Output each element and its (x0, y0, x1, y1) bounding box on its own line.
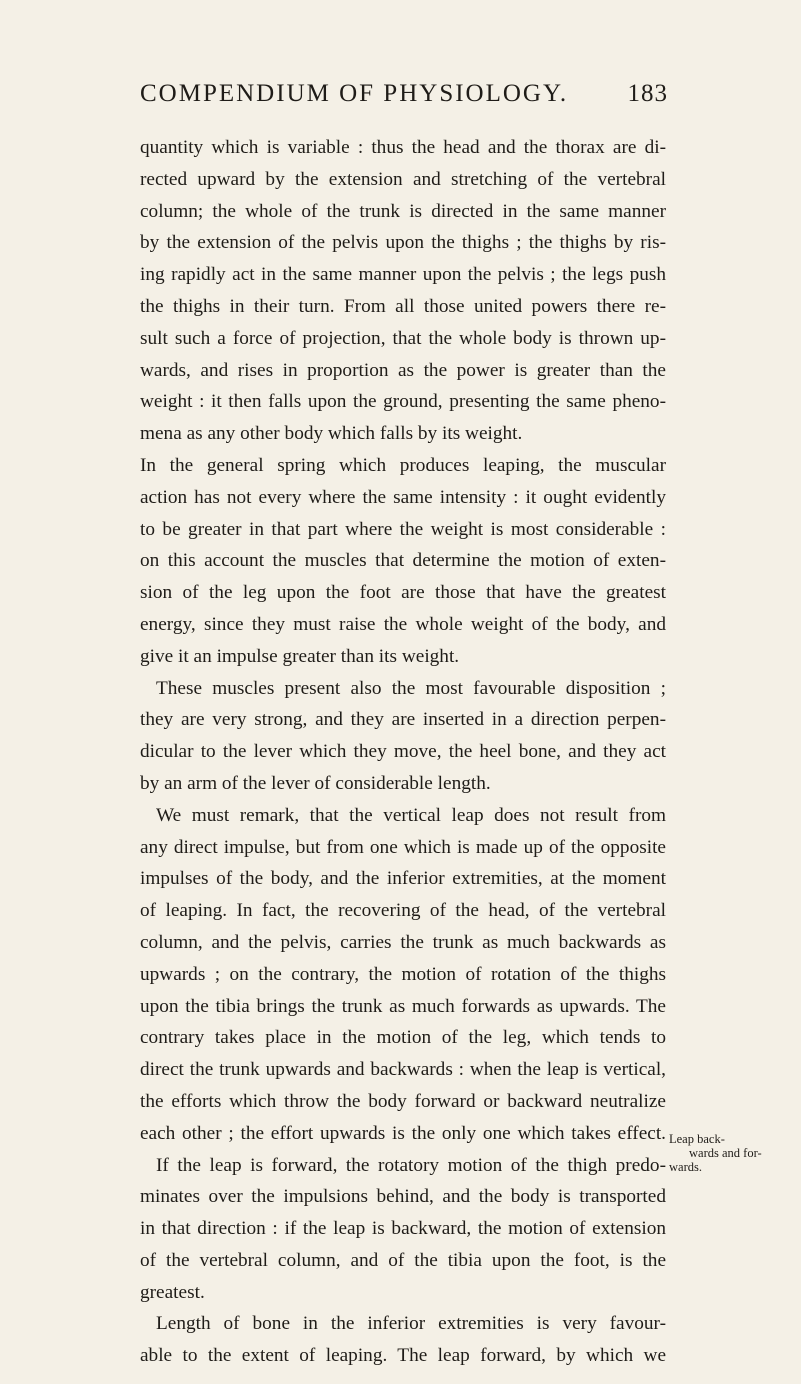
text-line: able to the extent of leaping. The leap forward, by which we (140, 1345, 666, 1367)
text-line: dicular to the lever which they move, the heel bone, and they act (140, 741, 666, 763)
text-line: rected upward by the extension and stretching of the vertebral (140, 168, 666, 190)
text-line: These muscles present also the most favourable disposition ; (156, 677, 666, 699)
text-line: quantity which is variable : thus the head and the thorax are di- (140, 137, 666, 158)
text-line: to be greater in that part where the weight is most considerable : (140, 518, 666, 540)
text-line: action has not every where the same intensity : it ought evidently (140, 486, 666, 508)
text-line: ing rapidly act in the same manner upon the pelvis ; the legs push (140, 264, 666, 286)
text-line: the thighs in their turn. From all those united powers there re- (140, 295, 666, 317)
margin-note-line: Leap back- (669, 1132, 725, 1146)
text-line: in that direction : if the leap is backward, the motion of extension (140, 1218, 666, 1240)
text-line: wards, and rises in proportion as the power is greater than the (140, 359, 666, 381)
text-line: In the general spring which produces leaping, the muscular (140, 454, 666, 476)
text-line: of leaping. In fact, the recovering of the head, of the vertebral (140, 900, 666, 922)
text-line: sion of the leg upon the foot are those that have the greatest (140, 582, 666, 604)
text-line: If the leap is forward, the rotatory motion of the thigh predo- (156, 1154, 666, 1176)
text-line: upon the tibia brings the trunk as much forwards as upwards. The (140, 995, 666, 1017)
text-line: column; the whole of the trunk is directed in the same manner (140, 200, 666, 222)
text-line: direct the trunk upwards and backwards : when the leap is vertical, (140, 1059, 666, 1081)
text-line: minates over the impulsions behind, and the body is transported (140, 1186, 666, 1208)
margin-note-line: wards and for- (689, 1146, 762, 1160)
text-line: upwards ; on the contrary, the motion of rotation of the thighs (140, 963, 666, 985)
page-number: 183 (627, 80, 668, 107)
text-line: column, and the pelvis, carries the trunk as much backwards as (140, 931, 666, 953)
text-line: any direct impulse, but from one which is made up of the opposite (140, 836, 666, 858)
text-line: contrary takes place in the motion of the leg, which tends to (140, 1027, 666, 1049)
running-title: COMPENDIUM OF PHYSIOLOGY. (140, 80, 569, 107)
text-line: greatest. (140, 1281, 205, 1303)
text-line: weight : it then falls upon the ground, presenting the same pheno- (140, 391, 666, 413)
text-line: mena as any other body which falls by its weight. (140, 423, 523, 445)
text-line: on this account the muscles that determine the motion of exten- (140, 550, 666, 572)
margin-note-line: wards. (669, 1160, 702, 1174)
margin-note (669, 1132, 769, 1174)
text-line: of the vertebral column, and of the tibia upon the foot, is the (140, 1249, 666, 1271)
text-line: We must remark, that the vertical leap does not result from (156, 804, 666, 826)
text-line: by an arm of the lever of considerable length. (140, 772, 491, 794)
text-line: they are very strong, and they are inserted in a direction perpen- (140, 709, 666, 731)
running-head (140, 80, 668, 120)
text-line: energy, since they must raise the whole weight of the body, and (140, 613, 666, 635)
text-line: Length of bone in the inferior extremities is very favour- (156, 1313, 666, 1335)
text-line: impulses of the body, and the inferior extremities, at the moment (140, 868, 666, 890)
text-line: by the extension of the pelvis upon the thighs ; the thighs by ris- (140, 232, 666, 254)
body-text (140, 132, 666, 1372)
text-line: sult such a force of projection, that the whole body is thrown up- (140, 327, 666, 349)
text-line: give it an impulse greater than its weight. (140, 645, 460, 667)
text-line: each other ; the effort upwards is the only one which takes effect. (140, 1122, 666, 1144)
text-line: the efforts which throw the body forward or backward neutralize (140, 1090, 666, 1112)
